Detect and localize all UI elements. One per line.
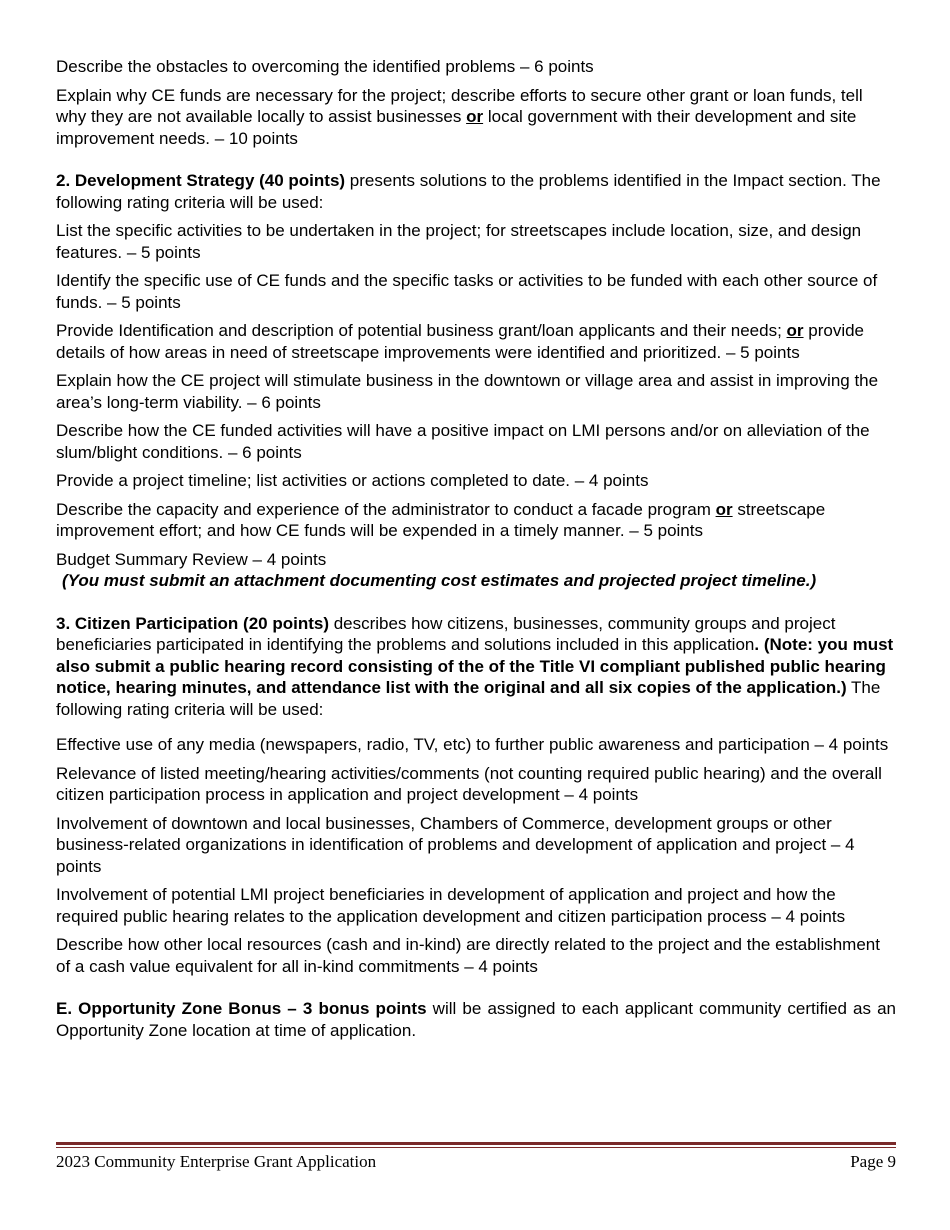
page-footer xyxy=(56,1152,896,1172)
opportunity-zone-bonus: E. Opportunity Zone Bonus – 3 bonus points will be assigned to each applicant community certified as an Opportunity Zone location at time of application. xyxy=(56,999,896,1040)
citizen-participation-intro: 3. Citizen Participation (20 points) describes how citizens, businesses, community groups and project beneficiaries participated in identifying the problems and solutions included in this application. (Note: you must also submit a public hearing record consisting of the of the Title VI compliant published public hearing notice, hearing minutes, and attendance list with the original and all six copies of the application.) The following rating criteria will be used: xyxy=(56,613,894,719)
ds-criterion-8: Budget Summary Review – 4 points (You must submit an attachment documenting cost estimates and projected project timeline.) xyxy=(56,549,817,590)
ds-criterion-4: Explain how the CE project will stimulate business in the downtown or village area and assist in improving the area’s long-term viability. – 6 points xyxy=(56,371,879,412)
footer-title: 2023 Community Enterprise Grant Application xyxy=(56,1152,377,1171)
ds-criterion-6: Provide a project timeline; list activities or actions completed to date. – 4 points xyxy=(56,471,649,490)
footer-divider-thick xyxy=(56,1142,896,1145)
budget-note: (You must submit an attachment documenting cost estimates and projected project timeline.) xyxy=(62,571,817,590)
development-strategy-heading: 2. Development Strategy (40 points) xyxy=(56,171,346,190)
document-body xyxy=(56,56,896,1048)
ds-criterion-5: Describe how the CE funded activities will have a positive impact on LMI persons and/or on alleviation of the slum/blight conditions. – 6 points xyxy=(56,421,870,462)
cp-criterion-3: Involvement of downtown and local businesses, Chambers of Commerce, development groups or other business-related organizations in identification of problems and development of application and project – 4 points xyxy=(56,813,855,876)
ds-criterion-2: Identify the specific use of CE funds and the specific tasks or activities to be funded with each other source of funds. – 5 points xyxy=(56,271,878,312)
ds-criterion-7: Describe the capacity and experience of the administrator to conduct a facade program or streetscape improvement effort; and how CE funds will be expended in a timely manner. – 5 points xyxy=(56,499,826,540)
cp-criterion-4: Involvement of potential LMI project beneficiaries in development of application and project and how the required public hearing relates to the application development and citizen participation process – 4 points xyxy=(56,885,846,926)
footer-divider-thin xyxy=(56,1147,896,1148)
cp-criterion-1: Effective use of any media (newspapers, radio, TV, etc) to further public awareness and participation – 4 points xyxy=(56,735,889,754)
citizen-participation-heading: 3. Citizen Participation (20 points) xyxy=(56,613,329,633)
page-number: Page 9 xyxy=(850,1152,896,1171)
public-hearing-note: (Note: you must also submit a public hearing record consisting of the of the Title VI compliant published public hearing notice, hearing minutes, and attendance list with the original and all six copies of the application.) xyxy=(56,635,894,697)
ds-criterion-1: List the specific activities to be undertaken in the project; for streetscapes include location, size, and design features. – 5 points xyxy=(56,221,862,262)
cp-criterion-5: Describe how other local resources (cash and in-kind) are directly related to the project and the establishment of a cash value equivalent for all in-kind commitments – 4 points xyxy=(56,935,880,976)
development-strategy-intro: 2. Development Strategy (40 points) presents solutions to the problems identified in the Impact section. The following rating criteria will be used: xyxy=(56,171,881,212)
ds-criterion-3: Provide Identification and description of potential business grant/loan applicants and their needs; or provide details of how areas in need of streetscape improvements were identified and prioritized. – 5 points xyxy=(56,321,865,362)
obstacles-criterion: Describe the obstacles to overcoming the identified problems – 6 points xyxy=(56,57,594,76)
opportunity-zone-heading: E. Opportunity Zone Bonus – 3 bonus points xyxy=(56,999,427,1018)
cp-criterion-2: Relevance of listed meeting/hearing activities/comments (not counting required public hearing) and the overall citizen participation process in application and project development – 4 points xyxy=(56,763,882,804)
ce-funds-criterion: Explain why CE funds are necessary for the project; describe efforts to secure other grant or loan funds, tell why they are not available locally to assist businesses or local government with their development and site improvement needs. – 10 points xyxy=(56,85,863,148)
